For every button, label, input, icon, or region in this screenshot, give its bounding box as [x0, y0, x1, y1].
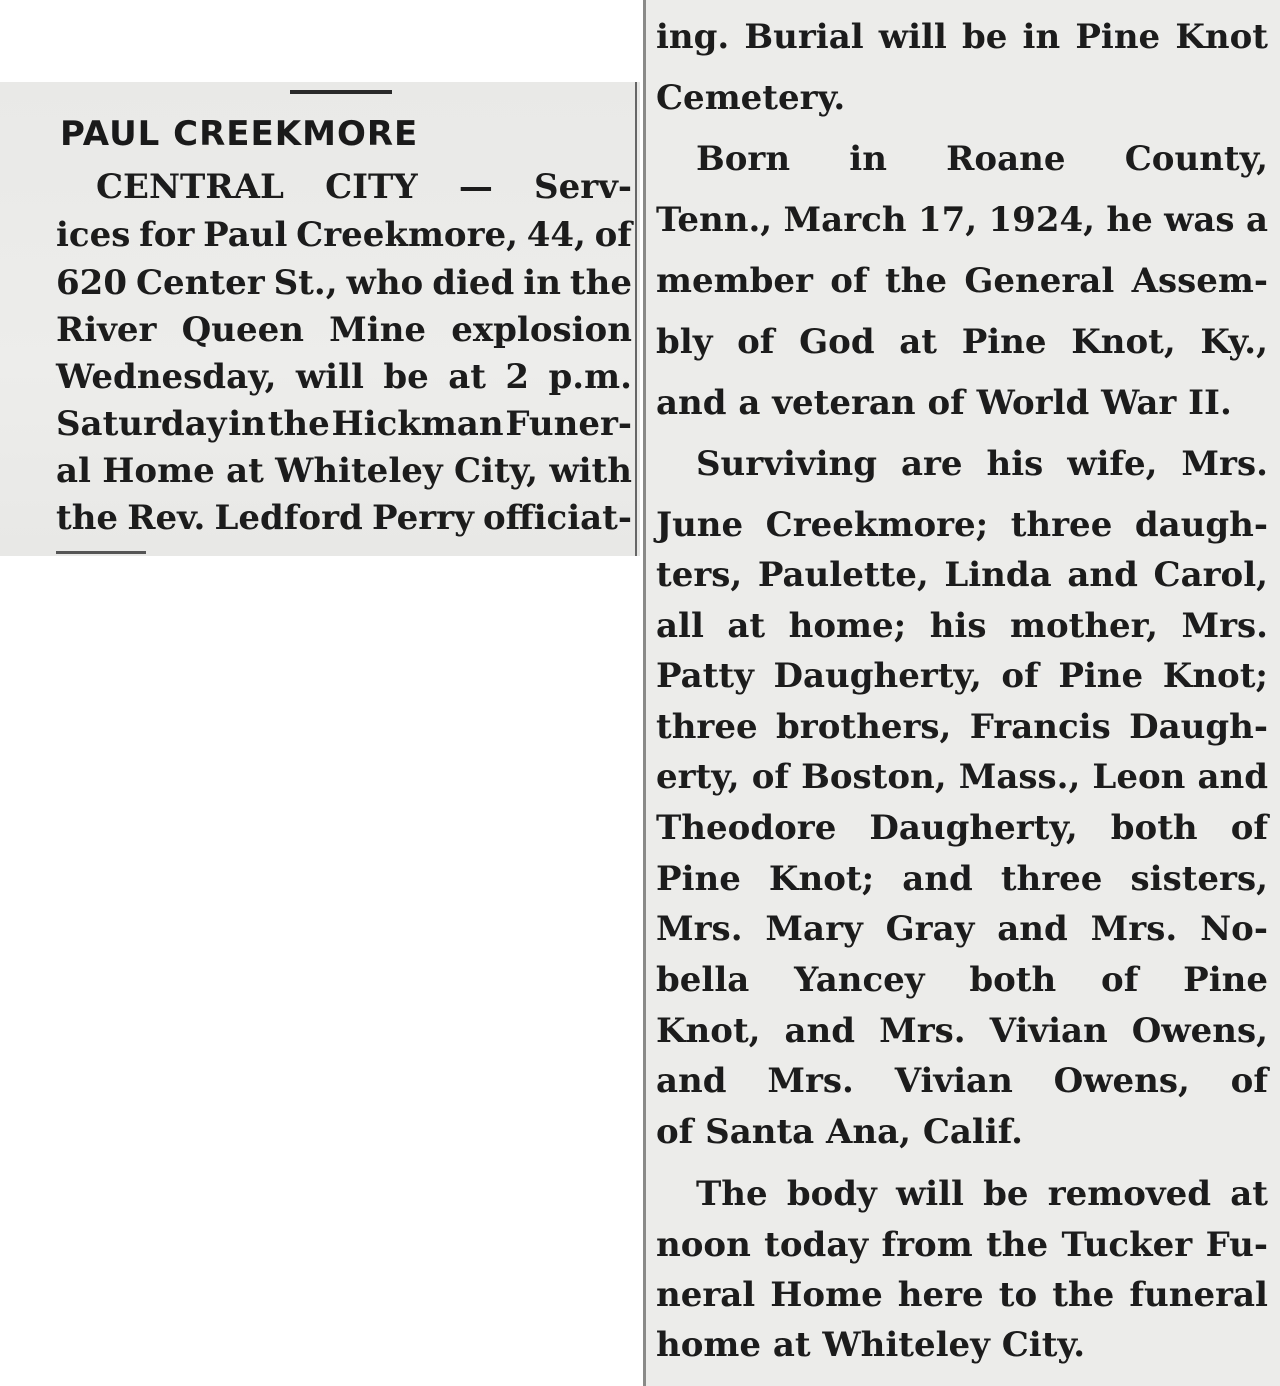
word: No- — [1200, 909, 1268, 949]
word: wife, — [1067, 444, 1158, 484]
word: Knot — [1175, 17, 1268, 57]
word: of — [594, 215, 632, 255]
word: in — [523, 263, 561, 303]
word: are — [900, 444, 963, 484]
word: 2 — [505, 357, 530, 397]
column-rule — [635, 82, 637, 556]
word: County, — [1124, 139, 1268, 179]
text-line — [56, 495, 632, 541]
text-line — [56, 307, 632, 353]
word: Vivian — [989, 1011, 1108, 1051]
word: of — [751, 757, 789, 797]
word: Mine — [329, 310, 427, 350]
word: and — [902, 859, 973, 899]
text-line — [656, 319, 1268, 365]
word: will — [878, 17, 947, 57]
word: the — [884, 261, 947, 301]
word: of — [1230, 1061, 1268, 1101]
word: Assem- — [1131, 261, 1268, 301]
text-line — [656, 1272, 1268, 1318]
word: of — [1230, 808, 1268, 848]
word: erty, — [656, 757, 740, 797]
word: Wednesday, — [56, 357, 277, 397]
word: noon — [656, 1225, 751, 1265]
word: Funer- — [505, 404, 632, 444]
word: Pine — [1058, 656, 1144, 696]
word: home; — [788, 606, 907, 646]
word: Home — [102, 451, 215, 491]
word: was — [1164, 200, 1235, 240]
text-line — [656, 441, 1268, 487]
word: the — [986, 1225, 1049, 1265]
word: 17, — [917, 200, 978, 240]
word: Paulette, — [757, 555, 929, 595]
word: explosion — [451, 310, 632, 350]
word: his — [929, 606, 987, 646]
word: mother, — [1009, 606, 1158, 646]
word: of — [737, 322, 775, 362]
word: 620 — [56, 263, 127, 303]
word: Theodore — [656, 808, 837, 848]
text-line — [656, 906, 1268, 952]
word: June — [656, 505, 744, 545]
word: Fu- — [1205, 1225, 1268, 1265]
word: for — [139, 215, 195, 255]
word: Knot; — [1162, 656, 1268, 696]
word: at — [899, 322, 938, 362]
word: Linda — [944, 555, 1052, 595]
text-line — [656, 1058, 1268, 1104]
word: the — [569, 263, 632, 303]
word: Saturday — [56, 404, 227, 444]
word: CITY — [325, 167, 418, 207]
text-line — [656, 653, 1268, 699]
word: Daugh- — [1129, 707, 1268, 747]
word: Tenn., — [656, 200, 773, 240]
bottom-rule — [56, 551, 146, 554]
word: General — [964, 261, 1115, 301]
word: CENTRAL — [96, 167, 284, 207]
word: Whiteley — [275, 451, 443, 491]
word: Knot, — [1071, 322, 1176, 362]
word: Mrs. — [1090, 909, 1178, 949]
word: Perry — [371, 498, 474, 538]
word: brothers, — [776, 707, 952, 747]
word: both — [1110, 808, 1198, 848]
text-line: home at Whiteley City. — [656, 1325, 1086, 1365]
word: be — [961, 17, 1008, 57]
word: three — [1000, 859, 1103, 899]
word: and — [784, 1011, 856, 1051]
text-line: and a veteran of World War II. — [656, 383, 1232, 423]
word: Leon — [1092, 757, 1186, 797]
word: Boston, — [801, 757, 947, 797]
word: 44, — [526, 215, 586, 255]
word: Hickman — [331, 404, 504, 444]
word: will — [895, 1174, 964, 1214]
word: al — [56, 451, 91, 491]
text-line — [656, 1008, 1268, 1054]
word: the — [1052, 1275, 1115, 1315]
text-line — [656, 957, 1268, 1003]
word: Pine — [1183, 960, 1268, 1000]
word: Pine — [656, 859, 741, 899]
text-line — [656, 856, 1268, 902]
word: Daugherty, — [773, 656, 982, 696]
word: Ledford — [214, 498, 363, 538]
word: Mass., — [958, 757, 1081, 797]
text-line — [656, 603, 1268, 649]
word: Francis — [969, 707, 1111, 747]
text-line: of Santa Ana, Calif. — [656, 1112, 1023, 1152]
word: ters, — [656, 555, 743, 595]
word: be — [383, 357, 429, 397]
word: and — [1067, 555, 1138, 595]
word: all — [656, 606, 704, 646]
text-line — [656, 197, 1268, 243]
word: Home — [770, 1275, 883, 1315]
word: God — [799, 322, 875, 362]
word: of — [1001, 656, 1039, 696]
word: will — [295, 357, 364, 397]
word: 1924, — [988, 200, 1095, 240]
word: his — [986, 444, 1044, 484]
word: of — [1101, 960, 1139, 1000]
word: Knot, — [656, 1011, 761, 1051]
text-line — [656, 14, 1268, 60]
word: Creekmore; — [765, 505, 989, 545]
word: Owens, — [1053, 1061, 1190, 1101]
word: body — [786, 1174, 877, 1214]
word: Pine — [961, 322, 1047, 362]
word: Surviving — [696, 444, 878, 484]
text-line — [656, 502, 1268, 548]
word: The — [696, 1174, 768, 1214]
word: Tucker — [1061, 1225, 1193, 1265]
word: ing. — [656, 17, 730, 57]
word: removed — [1047, 1174, 1212, 1214]
word: funeral — [1129, 1275, 1268, 1315]
text-line — [656, 1171, 1268, 1217]
word: Gray — [885, 909, 975, 949]
word: St., — [273, 263, 338, 303]
word: in — [849, 139, 887, 179]
word: and — [656, 1061, 727, 1101]
word: at — [1230, 1174, 1268, 1214]
word: in — [228, 404, 266, 444]
text-line — [56, 401, 632, 447]
word: of — [830, 261, 868, 301]
word: at — [226, 451, 264, 491]
word: Mrs. — [879, 1011, 966, 1051]
left-clipping — [0, 82, 640, 556]
text-line — [656, 805, 1268, 851]
word: daugh- — [1134, 505, 1268, 545]
word: bella — [656, 960, 750, 1000]
word: Yancey — [794, 960, 925, 1000]
text-line — [656, 258, 1268, 304]
word: he — [1106, 200, 1153, 240]
text-line — [656, 136, 1268, 182]
word: Rev. — [127, 498, 206, 538]
word: and — [997, 909, 1068, 949]
word: Patty — [656, 656, 754, 696]
word: Knot; — [768, 859, 875, 899]
word: Daugherty, — [869, 808, 1078, 848]
word: with — [549, 451, 632, 491]
text-line: Cemetery. — [656, 78, 846, 118]
word: — — [458, 167, 493, 207]
text-line — [656, 754, 1268, 800]
word: in — [1022, 17, 1061, 57]
word: both — [969, 960, 1057, 1000]
word: Paul — [203, 215, 288, 255]
word: member — [656, 261, 813, 301]
word: Mrs. — [767, 1061, 854, 1101]
word: March — [783, 200, 907, 240]
word: Roane — [946, 139, 1066, 179]
word: Carol, — [1153, 555, 1268, 595]
word: be — [983, 1174, 1029, 1214]
word: who — [346, 263, 424, 303]
word: officiat- — [483, 498, 632, 538]
top-rule — [290, 90, 392, 94]
right-clipping — [643, 0, 1280, 1386]
word: Queen — [181, 310, 304, 350]
word: bly — [656, 322, 713, 362]
word: Mrs. — [1181, 444, 1268, 484]
word: a — [1245, 200, 1268, 240]
word: Burial — [744, 17, 864, 57]
text-line — [56, 212, 632, 258]
word: neral — [656, 1275, 756, 1315]
word: Mary — [765, 909, 863, 949]
text-line — [656, 704, 1268, 750]
obituary-headline: PAUL CREEKMORE — [60, 114, 419, 154]
word: from — [881, 1225, 973, 1265]
word: Pine — [1075, 17, 1161, 57]
text-line — [656, 1222, 1268, 1268]
word: Vivian — [894, 1061, 1013, 1101]
text-line — [56, 260, 632, 306]
word: died — [432, 263, 515, 303]
word: to — [998, 1275, 1038, 1315]
word: Ky., — [1200, 322, 1268, 362]
text-line — [56, 164, 632, 210]
word: and — [1197, 757, 1268, 797]
word: three — [656, 707, 758, 747]
word: Born — [696, 139, 791, 179]
word: here — [897, 1275, 984, 1315]
word: Center — [135, 263, 265, 303]
word: ices — [56, 215, 131, 255]
word: p.m. — [548, 357, 632, 397]
word: at — [448, 357, 486, 397]
word: Owens, — [1131, 1011, 1268, 1051]
text-line — [56, 448, 632, 494]
text-line — [656, 552, 1268, 598]
word: today — [764, 1225, 869, 1265]
text-line — [56, 354, 632, 400]
word: sisters, — [1130, 859, 1268, 899]
word: Mrs. — [1181, 606, 1268, 646]
word: Mrs. — [656, 909, 743, 949]
word: the — [267, 404, 330, 444]
word: Creekmore, — [296, 215, 518, 255]
word: at — [727, 606, 766, 646]
word: Serv- — [534, 167, 632, 207]
word: River — [56, 310, 157, 350]
word: the — [56, 498, 119, 538]
word: three — [1010, 505, 1113, 545]
word: City, — [453, 451, 538, 491]
